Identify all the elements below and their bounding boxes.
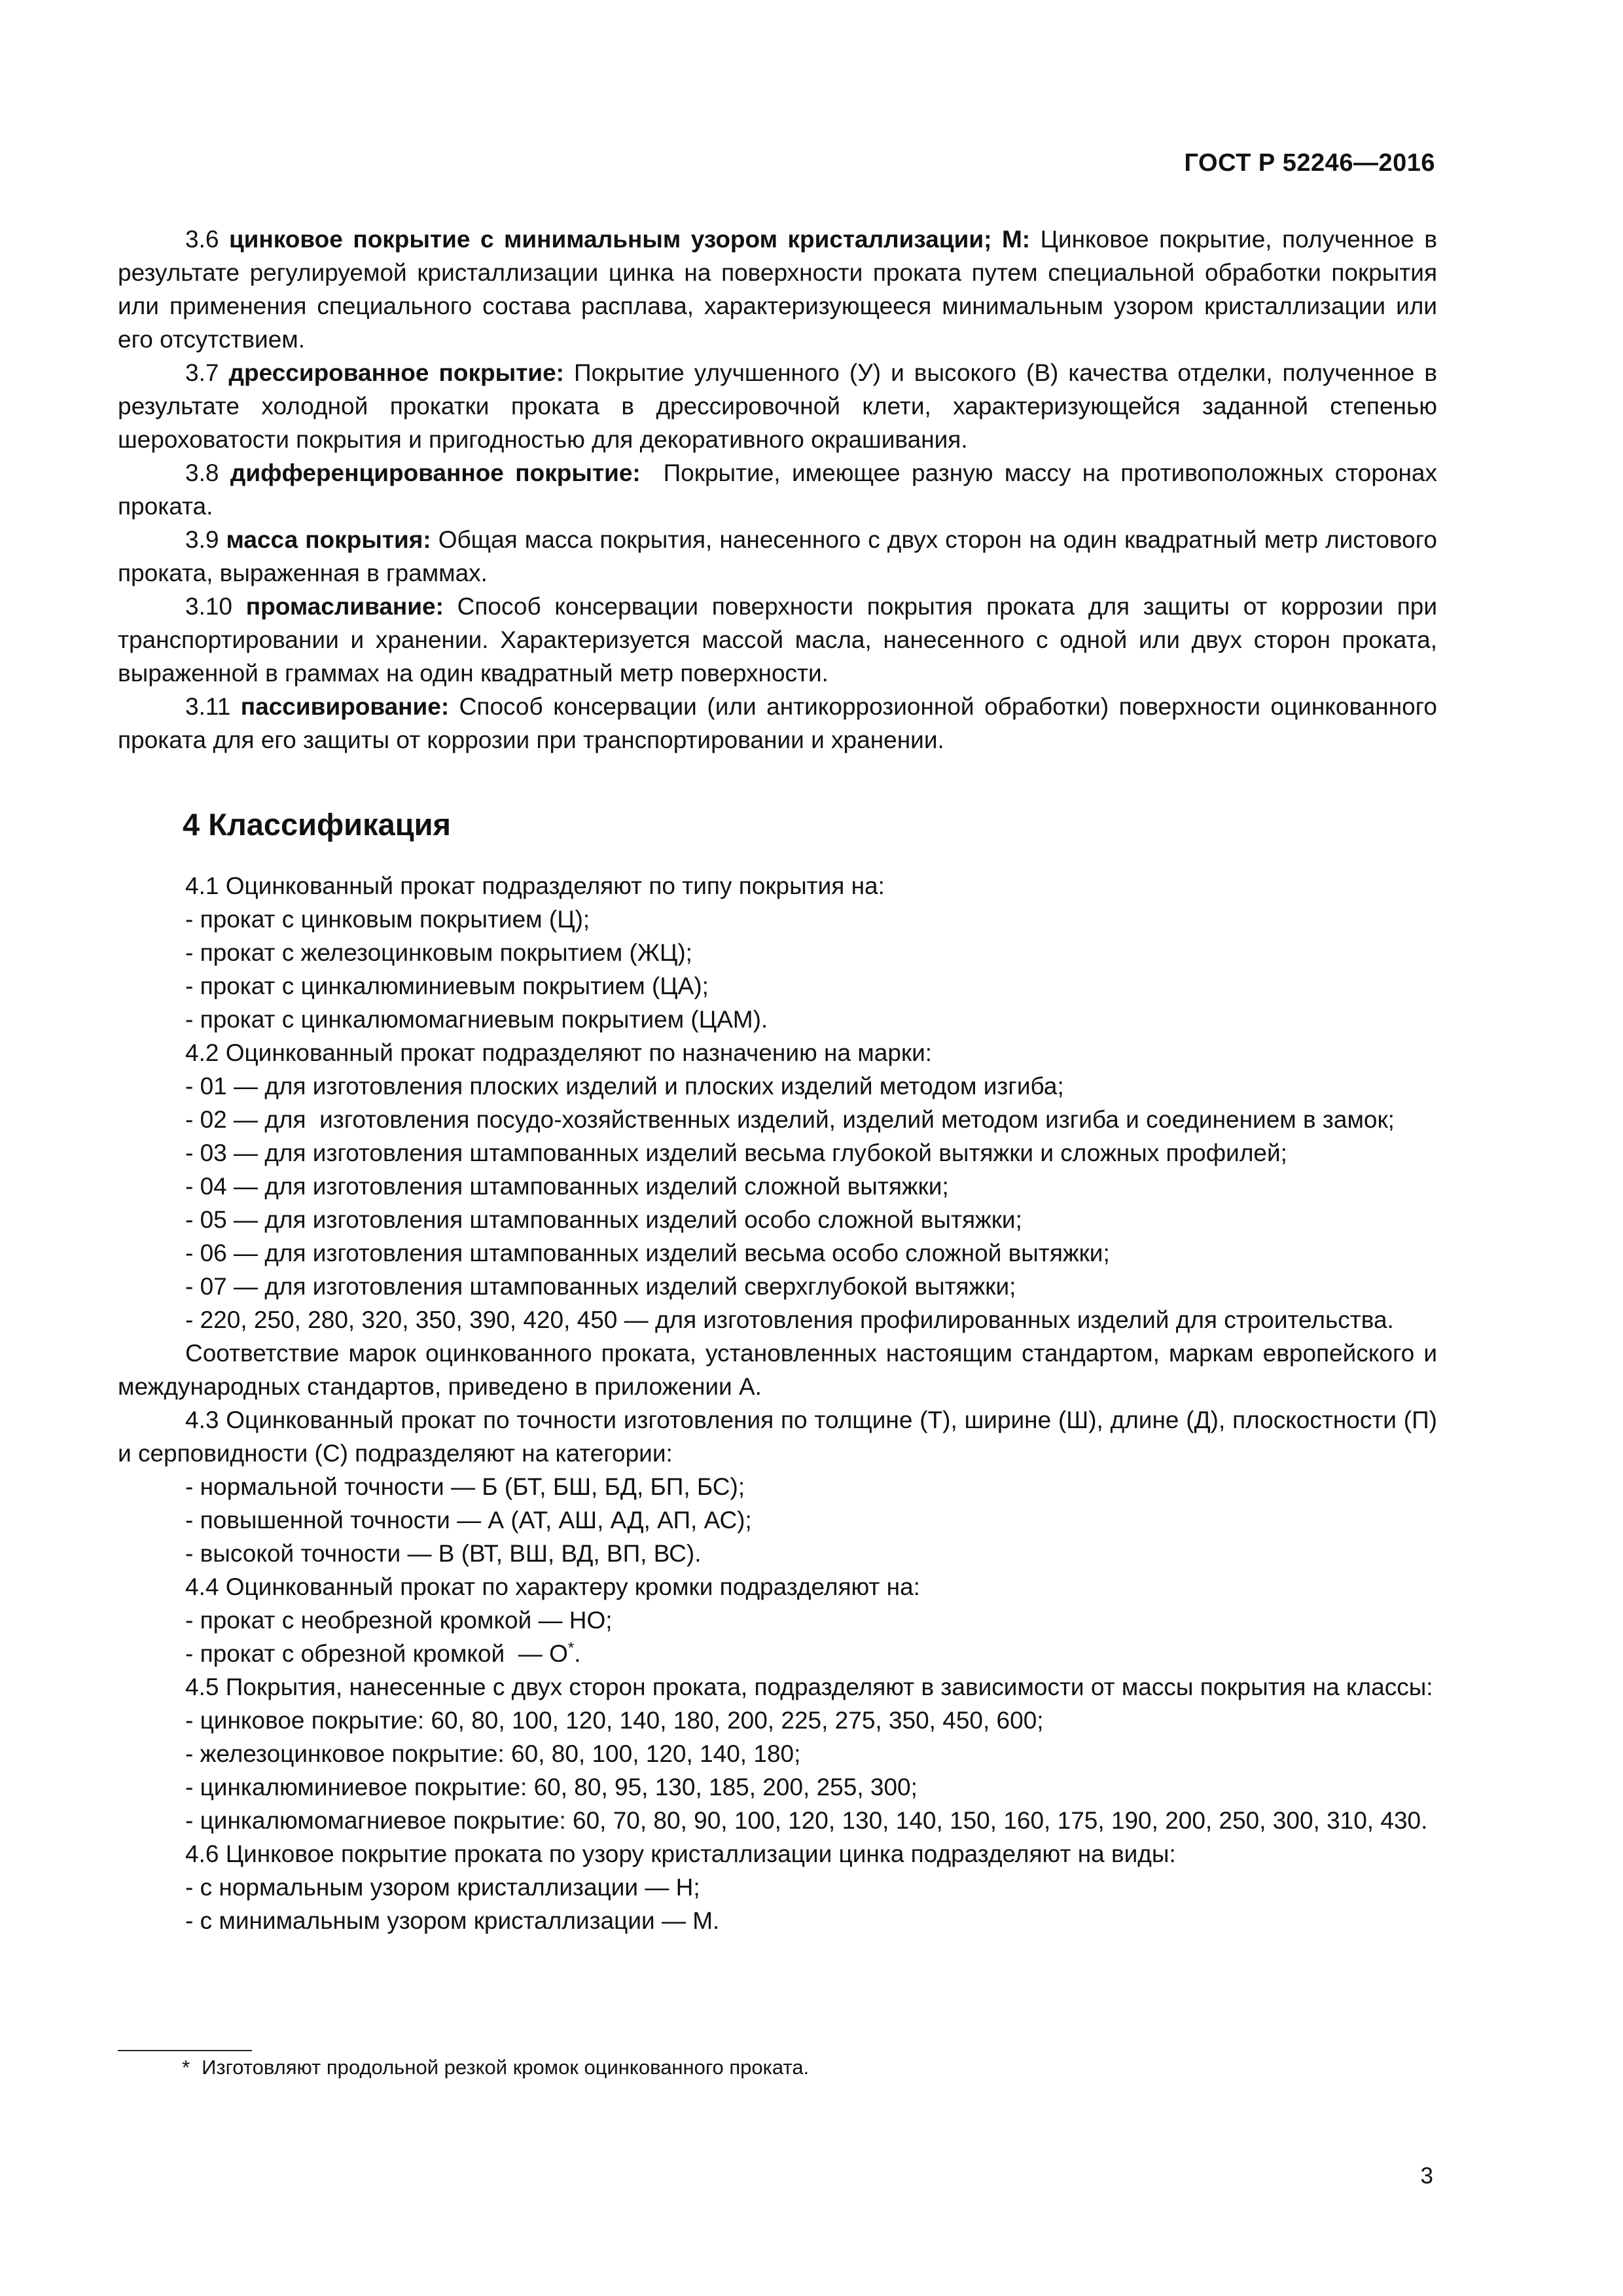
list-item: - 05 — для изготовления штампованных изделий особо сложной вытяжки; xyxy=(185,1206,1022,1233)
definition-3-11: 3.11 пассивирование: Способ консервации (или антикоррозионной обработки) поверхности оцинкованного проката для его защиты от коррозии при транспортировании и хранении. xyxy=(118,693,1437,753)
list-item: - прокат с цинковым покрытием (Ц); xyxy=(185,906,590,933)
list-item: - 07 — для изготовления штампованных изделий сверхглубокой вытяжки; xyxy=(185,1273,1016,1300)
clause-4-3: 4.3 Оцинкованный прокат по точности изготовления по толщине (Т), ширине (Ш), длине (Д), плоскостности (П) и серповидности (С) подразделяют на категории: xyxy=(118,1407,1437,1467)
list-item: - 01 — для изготовления плоских изделий и плоских изделий методом изгиба; xyxy=(185,1073,1064,1100)
list-item: - с нормальным узором кристаллизации — Н; xyxy=(185,1874,700,1901)
term: промасливание: xyxy=(245,593,444,620)
document-header: ГОСТ Р 52246—2016 xyxy=(1184,149,1435,177)
section-heading: 4 Классификация xyxy=(183,807,451,842)
footnote-reference[interactable]: * xyxy=(567,1639,575,1657)
list-item: - прокат с цинкалюминиевым покрытием (ЦА); xyxy=(185,973,709,999)
definition-3-6: 3.6 цинковое покрытие с минимальным узором кристаллизации; М: Цинковое покрытие, полученное в результате регулируемой кристаллизации цинка на поверхности проката путем специальной обработки покрытия или применения специального состава расплава, характеризующееся минимальным узором кристаллизации или его отсутствием. xyxy=(118,226,1437,353)
page-number: 3 xyxy=(1420,2163,1433,2189)
definition-3-9: 3.9 масса покрытия: Общая масса покрытия, нанесенного с двух сторон на один квадратный метр листового проката, выраженная в граммах. xyxy=(118,526,1437,586)
list-item: - 220, 250, 280, 320, 350, 390, 420, 450 — для изготовления профилированных изделий для строительства. xyxy=(185,1306,1394,1333)
footnote-mark: * xyxy=(182,2056,190,2079)
definition-3-8: 3.8 дифференцированное покрытие: Покрытие, имеющее разную массу на противоположных сторонах проката. xyxy=(118,459,1444,520)
clause-4-2: 4.2 Оцинкованный прокат подразделяют по назначению на марки: xyxy=(185,1039,933,1066)
definition-3-10: 3.10 промасливание: Способ консервации поверхности покрытия проката для защиты от коррозии при транспортировании и хранении. Характеризуется массой масла, нанесенного с одной или двух сторон проката, выраженной в граммах на один квадратный метр поверхности. xyxy=(118,593,1437,687)
term: дифференцированное покрытие: xyxy=(230,459,641,486)
conformity-paragraph: Соответствие марок оцинкованного проката, установленных настоящим стандартом, маркам европейского и международных стандартов, приведено в приложении А. xyxy=(118,1340,1437,1400)
footnote-divider xyxy=(118,2050,252,2051)
clause-4-6: 4.6 Цинковое покрытие проката по узору кристаллизации цинка подразделяют на виды: xyxy=(185,1840,1176,1867)
list-item: - нормальной точности — Б (БТ, БШ, БД, БП, БС); xyxy=(185,1473,745,1500)
list-item: - прокат с железоцинковым покрытием (ЖЦ); xyxy=(185,939,692,966)
term: дрессированное покрытие: xyxy=(228,359,564,386)
list-item: - цинковое покрытие: 60, 80, 100, 120, 140, 180, 200, 225, 275, 350, 450, 600; xyxy=(185,1707,1044,1734)
list-item: - повышенной точности — А (АТ, АШ, АД, АП, АС); xyxy=(185,1507,752,1534)
list-item: - цинкалюминиевое покрытие: 60, 80, 95, 130, 185, 200, 255, 300; xyxy=(185,1774,918,1801)
list-item: - 06 — для изготовления штампованных изделий весьма особо сложной вытяжки; xyxy=(185,1240,1110,1266)
list-item: - 02 — для изготовления посудо-хозяйственных изделий, изделий методом изгиба и соединением в замок; xyxy=(185,1106,1395,1133)
term-symbol: М: xyxy=(1001,226,1031,253)
definition-3-7: 3.7 дрессированное покрытие: Покрытие улучшенного (У) и высокого (В) качества отделки, полученное в результате холодной прокатки проката в дрессировочной клети, характеризующейся заданной степенью шероховатости покрытия и пригодностью для декоративного окрашивания. xyxy=(118,359,1438,453)
footnote-text: Изготовляют продольной резкой кромок оцинкованного проката. xyxy=(202,2056,810,2079)
footnote xyxy=(182,2054,809,2081)
list-item: - 03 — для изготовления штампованных изделий весьма глубокой вытяжки и сложных профилей; xyxy=(185,1139,1287,1166)
list-item: - 04 — для изготовления штампованных изделий сложной вытяжки; xyxy=(185,1173,949,1200)
list-item: - цинкалюмомагниевое покрытие: 60, 70, 80, 90, 100, 120, 130, 140, 150, 160, 175, 190, 200, 250, 300, 310, 430. xyxy=(185,1807,1428,1834)
list-item: - железоцинковое покрытие: 60, 80, 100, 120, 140, 180; xyxy=(185,1740,801,1767)
list-item: - с минимальным узором кристаллизации — М. xyxy=(185,1907,720,1934)
list-item: - прокат с цинкалюмомагниевым покрытием (ЦАМ). xyxy=(185,1006,768,1033)
list-item: - прокат с необрезной кромкой — НО; xyxy=(185,1607,613,1634)
clause-4-1: 4.1 Оцинкованный прокат подразделяют по типу покрытия на: xyxy=(185,872,885,899)
term: пассивирование: xyxy=(240,693,450,720)
page-body xyxy=(118,223,1444,1937)
clause-4-5: 4.5 Покрытия, нанесенные с двух сторон проката, подразделяют в зависимости от массы покрытия на классы: xyxy=(185,1674,1433,1700)
list-item: - высокой точности — В (ВТ, ВШ, ВД, ВП, ВС). xyxy=(185,1540,702,1567)
term: цинковое покрытие с минимальным узором кристаллизации; xyxy=(228,226,1002,253)
term: масса покрытия: xyxy=(226,526,431,553)
list-item: - прокат с обрезной кромкой — О*. xyxy=(185,1639,581,1667)
clause-4-4: 4.4 Оцинкованный прокат по характеру кромки подразделяют на: xyxy=(185,1573,920,1600)
